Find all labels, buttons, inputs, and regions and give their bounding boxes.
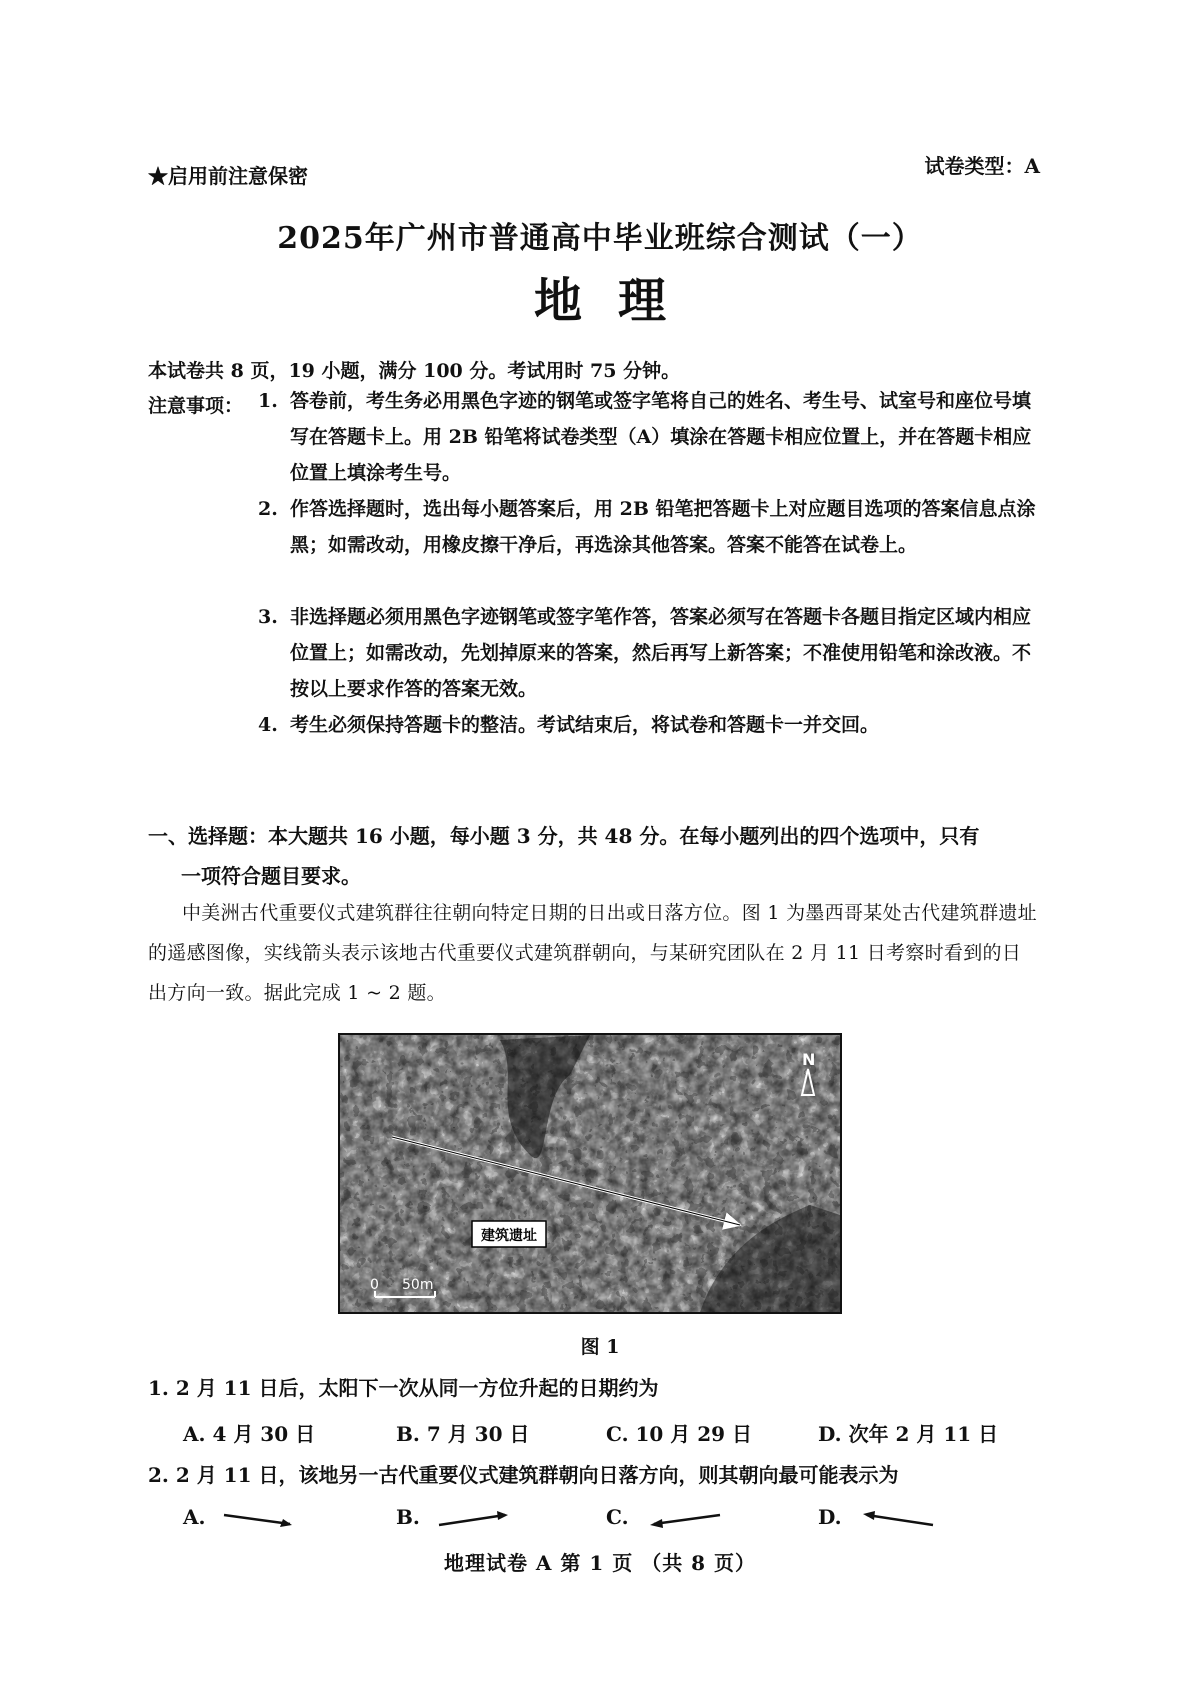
paper-info: 本试卷共 8 页，19 小题，满分 100 分。考试用时 75 分钟。 <box>148 360 681 382</box>
q1-option-d[interactable]: D. 次年 2 月 11 日 <box>818 1422 999 1446</box>
note-item <box>258 383 1038 491</box>
subject-title: 地理 <box>533 273 702 329</box>
note-number: 1. <box>258 390 278 412</box>
note-item <box>258 707 1038 743</box>
notes-label: 注意事项： <box>148 395 244 417</box>
arrow-right-up-icon <box>435 1507 515 1531</box>
arrow-left-up-icon <box>857 1507 937 1531</box>
question-intro: 中美洲古代重要仪式建筑群往往朝向特定日期的日出或日落方位。图 1 为墨西哥某处古代建筑群遗址的遥感图像，实线箭头表示该地古代重要仪式建筑群朝向，与某研究团队在 2 月 11 日考察时看到的日出方向一致。据此完成 1 ~ 2 题。 <box>148 902 1037 1004</box>
q1-option-a[interactable]: A. 4 月 30 日 <box>183 1422 316 1446</box>
section-heading <box>148 816 1038 896</box>
note-text: 答卷前，考生务必用黑色字迹的钢笔或签字笔将自己的姓名、考生号、试室号和座位号填写在答题卡上。用 2B 铅笔将试卷类型（A）填涂在答题卡相应位置上，并在答题卡相应位置上填涂考生号。 <box>290 390 1032 484</box>
section-heading-line1: 一、选择题：本大题共 16 小题，每小题 3 分，共 48 分。在每小题列出的四个选项中，只有 <box>148 824 980 848</box>
note-item <box>258 599 1038 707</box>
note-item <box>258 491 1038 563</box>
q2-option-c[interactable]: C. <box>606 1505 724 1531</box>
exam-title: 2025年广州市普通高中毕业班综合测试（一） <box>277 221 923 256</box>
q1-option-b[interactable]: B. 7 月 30 日 <box>396 1422 530 1446</box>
satellite-image-svg <box>340 1035 840 1312</box>
note-text: 作答选择题时，选出每小题答案后，用 2B 铅笔把答题卡上对应题目选项的答案信息点涂黑；如需改动，用橡皮擦干净后，再选涂其他答案。答案不能答在试卷上。 <box>290 498 1036 556</box>
north-label: N <box>802 1050 816 1069</box>
note-number: 4. <box>258 714 278 736</box>
site-label: 建筑遗址 <box>481 1228 537 1244</box>
question-2-stem: 2. 2 月 11 日，该地另一古代重要仪式建筑群朝向日落方向，则其朝向最可能表示为 <box>148 1463 899 1487</box>
note-text: 考生必须保持答题卡的整洁。考试结束后，将试卷和答题卡一并交回。 <box>290 714 880 736</box>
arrow-left-down-icon <box>644 1507 724 1531</box>
page-footer: 地理试卷 A 第 1 页 （共 8 页） <box>443 1551 757 1575</box>
q2-option-a[interactable]: A. <box>183 1505 300 1531</box>
q2-option-d[interactable]: D. <box>818 1505 937 1531</box>
section-heading-line2: 一项符合题目要求。 <box>181 864 361 888</box>
note-number: 2. <box>258 498 278 520</box>
q1-option-c[interactable]: C. 10 月 29 日 <box>606 1422 753 1446</box>
paper-type: 试卷类型：A <box>924 154 1040 178</box>
remote-sensing-image <box>338 1033 842 1314</box>
note-number: 3. <box>258 606 278 628</box>
arrow-right-down-icon <box>220 1507 300 1531</box>
figure-caption: 图 1 <box>580 1336 620 1358</box>
confidential-notice: ★启用前注意保密 <box>148 164 308 188</box>
note-text: 非选择题必须用黑色字迹钢笔或签字笔作答，答案必须写在答题卡各题目指定区域内相应位置上；如需改动，先划掉原来的答案，然后再写上新答案；不准使用铅笔和涂改液。不按以上要求作答的答案无效。 <box>290 606 1032 700</box>
question-1-stem: 1. 2 月 11 日后，太阳下一次从同一方位升起的日期约为 <box>148 1376 659 1400</box>
scale-value: 50m <box>402 1277 434 1293</box>
scale-zero: 0 <box>370 1277 379 1293</box>
q2-option-b[interactable]: B. <box>396 1505 515 1531</box>
